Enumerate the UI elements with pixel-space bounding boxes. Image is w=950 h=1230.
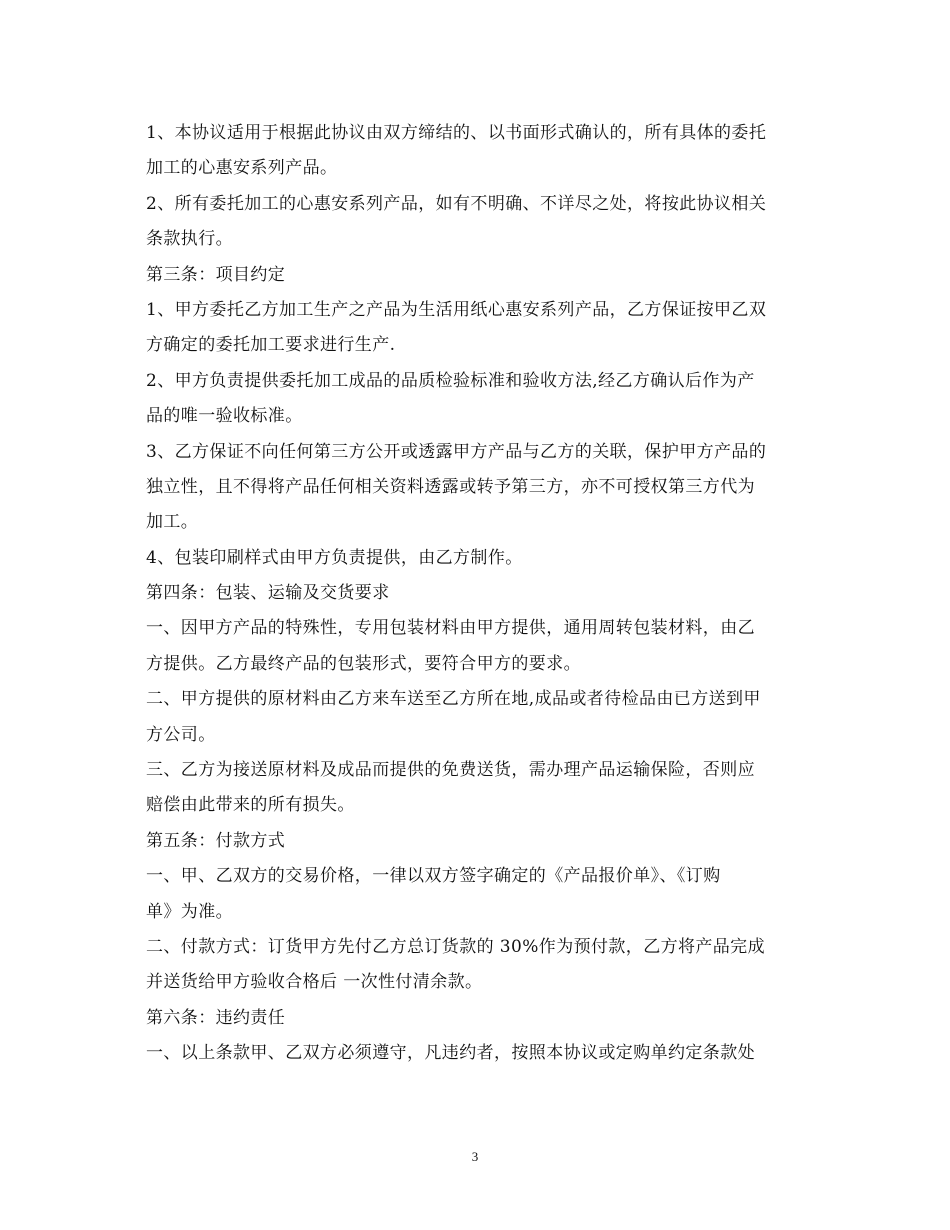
text-line: 方公司。	[146, 724, 216, 745]
document-body	[146, 116, 814, 1072]
text-line: 3、乙方保证不向任何第三方公开或透露甲方产品与乙方的关联，保护甲方产品的	[146, 441, 767, 462]
text-line: 一、甲、乙双方的交易价格，一律以双方签字确定的《产品报价单》、《订购	[146, 866, 721, 887]
text-line: 1、本协议适用于根据此协议由双方缔结的、以书面形式确认的，所有具体的委托	[146, 123, 767, 143]
text-line: 单》为准。	[146, 901, 233, 922]
text-line: 一、因甲方产品的特殊性，专用包装材料由甲方提供，通用周转包装材料，由乙	[146, 618, 755, 639]
text-line: 2、所有委托加工的心惠安系列产品，如有不明确、不详尽之处，将按此协议相关	[146, 193, 767, 214]
section-heading: 第三条：项目约定	[146, 264, 286, 285]
text-line: 并送货给甲方验收合格后 一次性付清余款。	[146, 972, 483, 993]
text-line: 方确定的委托加工要求进行生产.	[146, 335, 396, 356]
text-line: 二、甲方提供的原材料由乙方来车送至乙方所在地,成品或者待检品由已方送到甲	[146, 689, 761, 710]
text-line: 二、付款方式：订货甲方先付乙方总订货款的 30%作为预付款，乙方将产品完成	[146, 936, 765, 957]
section-heading: 第四条：包装、运输及交货要求	[146, 583, 390, 604]
text-line: 加工。	[146, 512, 199, 533]
section-heading: 第六条：违约责任	[146, 1007, 286, 1028]
text-line: 加工的心惠安系列产品。	[146, 158, 338, 179]
text-line: 赔偿由此带来的所有损失。	[146, 795, 355, 816]
section-heading: 第五条：付款方式	[146, 830, 286, 851]
text-line: 三、乙方为接送原材料及成品而提供的免费送货，需办理产品运输保险，否则应	[146, 760, 755, 781]
text-line: 品的唯一验收标准。	[146, 406, 303, 427]
page-number: 3	[471, 1149, 479, 1164]
text-line: 方提供。乙方最终产品的包装形式，要符合甲方的要求。	[146, 653, 581, 674]
text-line: 条款执行。	[146, 229, 233, 250]
text-line: 4、包装印刷样式由甲方负责提供，由乙方制作。	[146, 547, 523, 568]
text-line: 1、甲方委托乙方加工生产之产品为生活用纸心惠安系列产品，乙方保证按甲乙双	[146, 299, 767, 320]
text-line: 2、甲方负责提供委托加工成品的品质检验标准和验收方法,经乙方确认后作为产	[146, 370, 755, 391]
text-line: 独立性，且不得将产品任何相关资料透露或转予第三方，亦不可授权第三方代为	[146, 476, 755, 497]
text-line: 一、以上条款甲、乙双方必须遵守，凡违约者，按照本协议或定购单约定条款处	[146, 1043, 755, 1064]
